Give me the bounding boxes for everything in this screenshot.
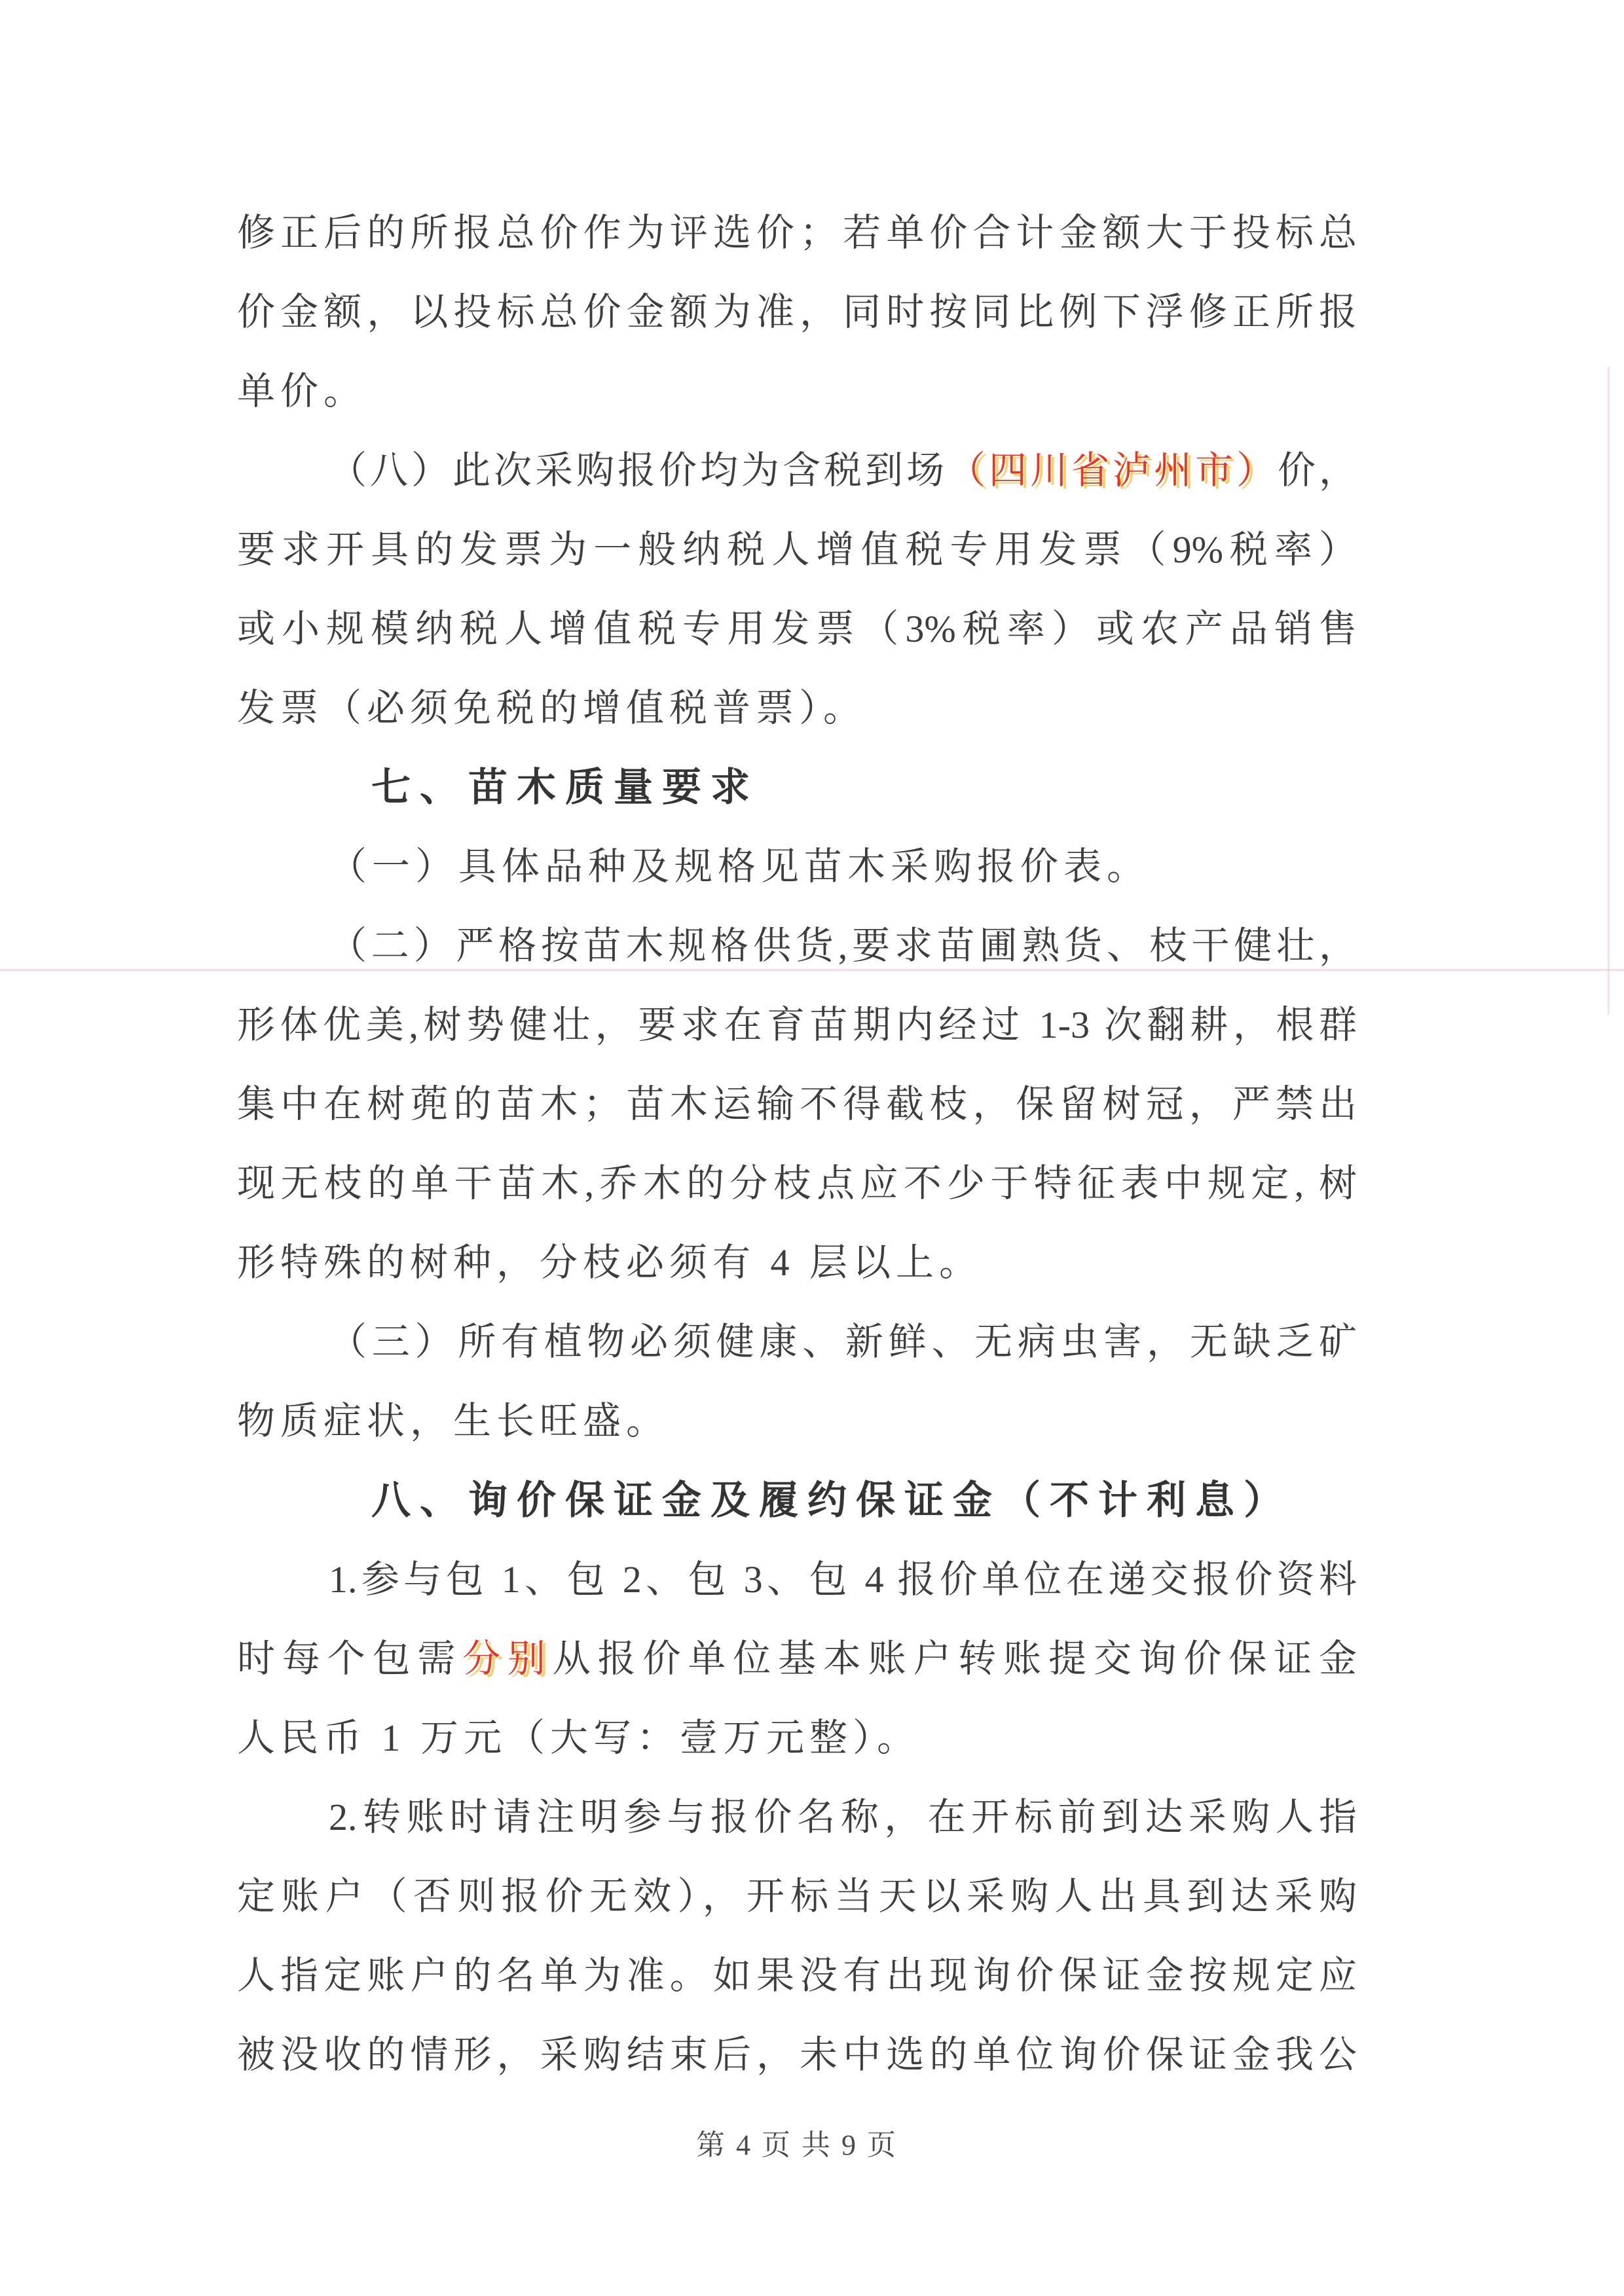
text-line (237, 589, 1357, 668)
line-text: （三）所有植物必须健康、新鲜、无病虫害，无缺乏矿 (329, 1321, 1357, 1363)
line-text: 修正后的所报总价作为评选价；若单价合计金额大于投标总 (237, 211, 1357, 254)
line-text: 时每个包需 (237, 1637, 463, 1680)
line-text: 现无枝的单干苗木,乔木的分枝点应不少于特征表中规定, 树 (237, 1162, 1357, 1205)
section-heading-7 (237, 748, 1357, 827)
heading-text: 八、询价保证金及履约保证金（不计利息） (371, 1478, 1292, 1522)
line-text: 价， (1277, 449, 1357, 492)
heading-text: 七、苗木质量要求 (371, 765, 759, 809)
text-line (237, 1857, 1357, 1936)
line-text: 发票（必须免税的增值税普票）。 (237, 687, 867, 729)
line-text: 或小规模纳税人增值税专用发票（3%税率）或农产品销售 (237, 608, 1357, 650)
text-line (237, 668, 1357, 748)
highlight-red-text: 分别 (462, 1637, 553, 1680)
text-line (237, 1540, 1357, 1619)
text-line (237, 1936, 1357, 2015)
text-line (237, 510, 1357, 589)
page-number-text: 第 4 页 共 9 页 (696, 2129, 898, 2161)
line-text: （二）严格按苗木规格供货,要求苗圃熟货、枝干健壮， (329, 924, 1357, 967)
line-text: 要求开具的发票为一般纳税人增值税专用发票（9%税率） (237, 528, 1357, 571)
line-text: 形体优美,树势健壮，要求在育苗期内经过 1-3 次翻耕，根群 (237, 1004, 1357, 1046)
text-line (237, 1302, 1357, 1381)
line-text: 被没收的情形，采购结束后，未中选的单位询价保证金我公 (237, 2033, 1357, 2076)
text-line (237, 272, 1357, 352)
text-line (237, 906, 1357, 985)
text-line (237, 1223, 1357, 1302)
line-text: 2.转账时请注明参与报价名称，在开标前到达采购人指 (329, 1796, 1357, 1838)
line-text: 人指定账户的名单为准。如果没有出现询价保证金按规定应 (237, 1954, 1357, 1997)
text-line (237, 431, 1357, 510)
page-footer (237, 2121, 1357, 2163)
line-text: 从报价单位基本账户转账提交询价保证金 (552, 1637, 1357, 1680)
line-text: 价金额，以投标总价金额为准，同时按同比例下浮修正所报 (237, 291, 1357, 333)
text-line (237, 1144, 1357, 1223)
section-heading-8 (237, 1461, 1357, 1540)
line-text: 形特殊的树种，分枝必须有 4 层以上。 (237, 1241, 983, 1284)
text-line (237, 352, 1357, 431)
text-line (237, 985, 1357, 1065)
text-line (237, 1381, 1357, 1461)
line-text: 1.参与包 1、包 2、包 3、包 4 报价单位在递交报价资料 (329, 1558, 1357, 1601)
line-text: （八）此次采购报价均为含税到场 (329, 449, 948, 492)
text-line (237, 827, 1357, 906)
line-text: 单价。 (237, 370, 367, 412)
text-line (237, 1065, 1357, 1144)
text-line (237, 1698, 1357, 1777)
line-text: 人民币 1 万元（大写：壹万元整）。 (237, 1717, 921, 1759)
line-text: 集中在树蔸的苗木；苗木运输不得截枝，保留树冠，严禁出 (237, 1083, 1357, 1125)
text-column (237, 193, 1357, 2094)
text-line (237, 2015, 1357, 2094)
text-line (237, 193, 1357, 272)
line-text: 物质症状，生长旺盛。 (237, 1400, 670, 1442)
line-text: （一）具体品种及规格见苗木采购报价表。 (329, 845, 1151, 888)
line-text: 定账户（否则报价无效），开标当天以采购人出具到达采购 (237, 1875, 1357, 1918)
text-line (237, 1777, 1357, 1857)
highlight-red-text: （四川省泸州市） (947, 449, 1278, 492)
text-line (237, 1619, 1357, 1698)
scan-artifact-vertical-line (1608, 367, 1610, 1015)
